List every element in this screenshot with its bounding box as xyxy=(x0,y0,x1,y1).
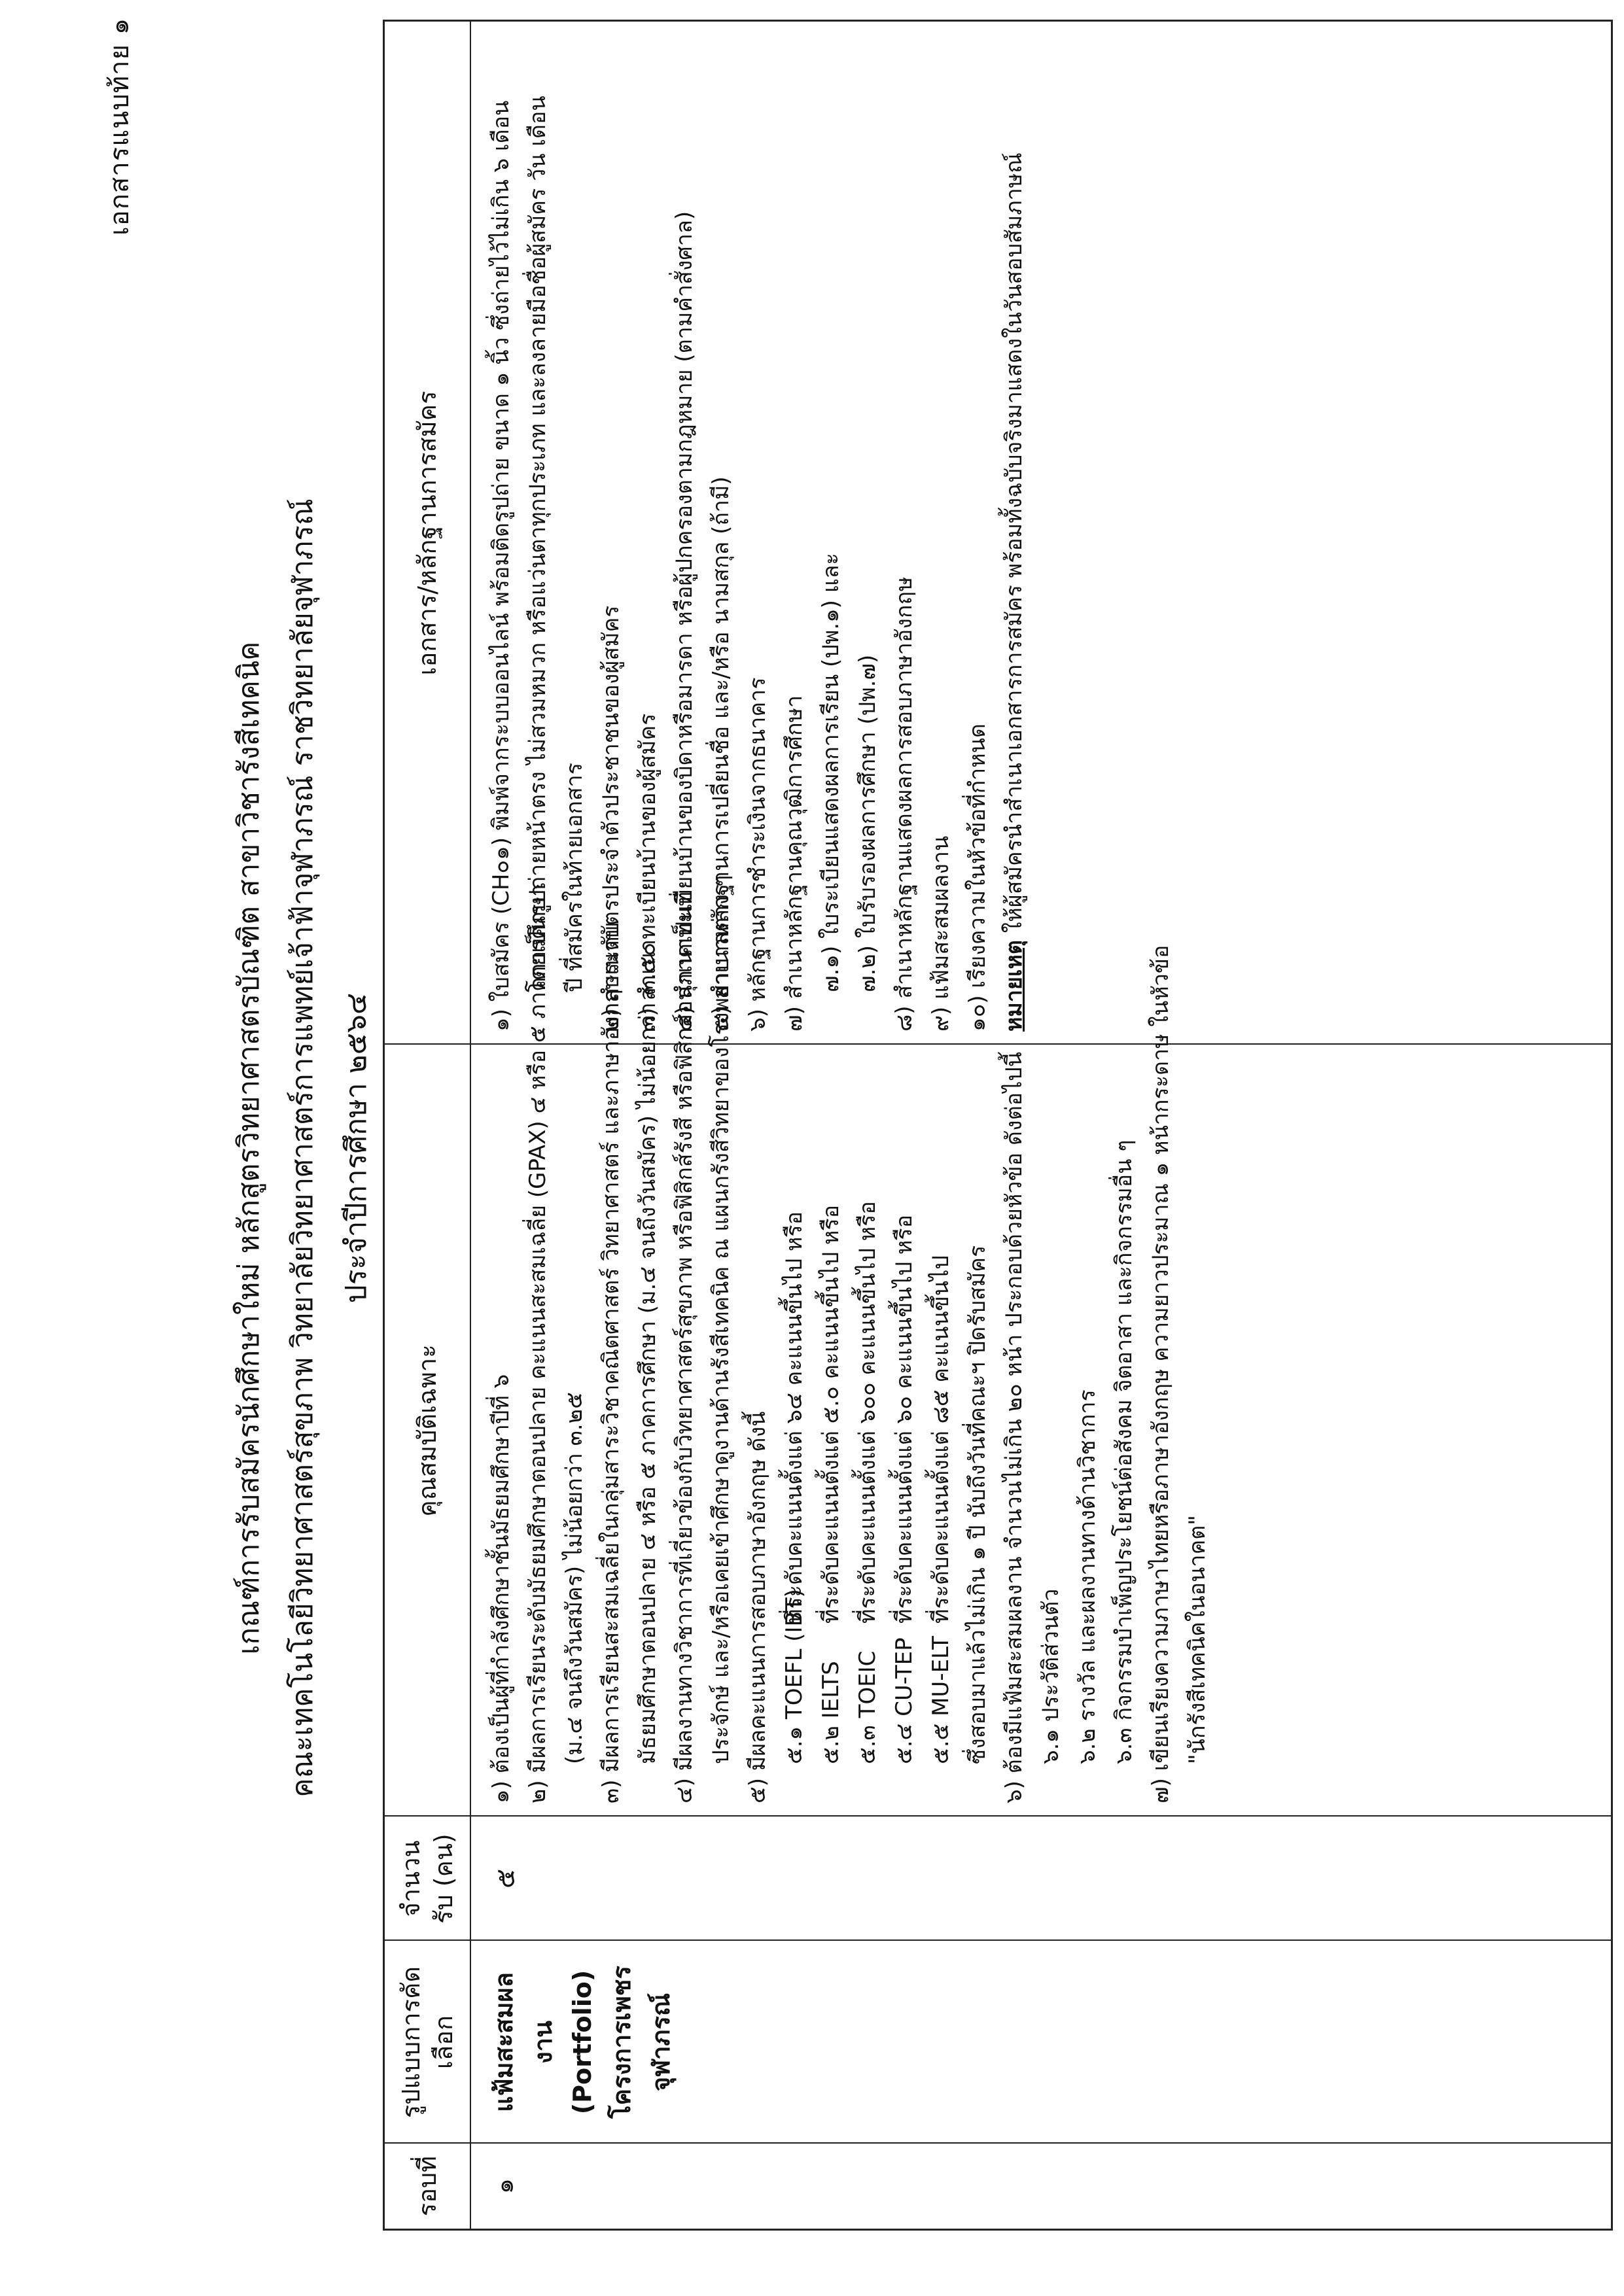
test-name: ๕.๒ IELTS xyxy=(818,1661,844,1764)
score-row xyxy=(813,1205,849,1803)
header-seats: จำนวนรับ (คน) xyxy=(397,1834,458,1924)
test-name: ๕.๔ CU-TEP xyxy=(891,1637,917,1764)
note xyxy=(996,24,1033,1032)
header-method: รูปแบบการคัดเลือก xyxy=(397,1966,458,2119)
test-name: ๕.๑ TOEFL (IBT) xyxy=(781,1589,807,1764)
document-item: ๙) แฟ้มสะสมผลงาน xyxy=(928,835,954,1032)
score-row xyxy=(776,1211,813,1803)
qualification-item: ๖.๒ รางวัล และผลงานทางด้านวิชาการ xyxy=(1074,1389,1101,1764)
score-row xyxy=(923,1255,959,1803)
title-line-1: เกณฑ์การรับสมัครนักศึกษาใหม่ หลักสูตรวิทยาศาสตรบัณฑิต สาขาวิชารังสีเทคนิค xyxy=(232,641,266,1655)
document-item: ปี ที่สมัครในท้ายเอกสาร xyxy=(561,763,588,992)
test-requirement: ที่ระดับคะแนนตั้งแต่ ๕.๐ คะแนนขึ้นไป หรือ xyxy=(818,1204,844,1624)
score-row xyxy=(886,1215,923,1803)
document-title xyxy=(222,0,383,2296)
header-round: รอบที่ xyxy=(413,2155,442,2217)
test-requirement: ที่ระดับคะแนนตั้งแต่ ๖๔ คะแนนขึ้นไป หรือ xyxy=(781,1211,807,1624)
header-qualifications: คุณสมบัติเฉพาะ xyxy=(413,1344,442,1517)
document-item: ๖) หลักฐานการชำระเงินจากธนาคาร xyxy=(745,677,771,1032)
document-item: ๒) สำเนาบัตรประจำตัวประชาชนของผู้สมัคร xyxy=(598,605,624,1032)
test-requirement: ที่ระดับคะแนนตั้งแต่ ๖๐๐ คะแนนขึ้นไป หรือ xyxy=(855,1201,881,1624)
document-item: ๗) สำเนาหลักฐานคุณวุฒิการศึกษา xyxy=(781,695,807,1032)
qualification-item: ๖.๓ กิจกรรมบำเพ็ญประโยชน์ต่อสังคม จิตอาสา และกิจกรรมอื่น ๆ xyxy=(1111,1139,1137,1764)
qualification-item: ๓) มีผลการเรียนสะสมเฉลี่ยในกลุ่มสาระวิชาคณิตศาสตร์ วิทยาศาสตร์ และภาษาอังกฤษระดับ xyxy=(598,922,624,1803)
document-item: ๓) สำเนาทะเบียนบ้านของผู้สมัคร xyxy=(635,713,661,1032)
test-requirement: ที่ระดับคะแนนตั้งแต่ ๖๐ คะแนนขึ้นไป หรือ xyxy=(891,1214,917,1624)
qualification-item: ๖.๑ ประวัติส่วนตัว xyxy=(1038,1588,1064,1764)
document-item: ๑๐) เรียงความในหัวข้อที่กำหนด xyxy=(964,723,991,1032)
test-name: ๕.๓ TOEIC xyxy=(855,1650,881,1764)
qualification-item: มัธยมศึกษาตอนปลาย ๔ หรือ ๕ ภาคการศึกษา (ม.๔ จนถึงวันสมัคร) ไม่น้อยกว่า ๓.๕๐ xyxy=(635,943,661,1764)
header-documents: เอกสาร/หลักฐานการสมัคร xyxy=(413,391,442,676)
qualification-item: ๔) มีผลงานทางวิชาการที่เกี่ยวข้องกับวิทยาศาสตร์สุขภาพ หรือฟิสิกส์รังสี หรือฟิสิกส์อนุภาคเป็นที่ xyxy=(671,892,697,1803)
document-item: ๗.๒) ใบรับรองผลการศึกษา (ปพ.๗) xyxy=(855,654,881,992)
col-divider xyxy=(385,1815,1611,1817)
document-item: ๔) สำเนาทะเบียนบ้านของบิดาหรือมารดา หรือผู้ปกครองตามกฎหมาย (ตามคำสั่งศาล) xyxy=(671,211,697,1032)
qualification-item: ๕) มีผลคะแนนการสอบภาษาอังกฤษ ดังนี้ xyxy=(745,1411,771,1803)
qualification-item: ๒) มีผลการเรียนระดับมัธยมศึกษาตอนปลาย คะแนนสะสมเฉลี่ย (GPAX) ๔ หรือ ๕ ภาคการศึกษา xyxy=(525,884,551,1803)
qualification-item: ซึ่งสอบมาแล้วไม่เกิน ๑ ปี นับถึงวันที่คณะฯ ปิดรับสมัคร xyxy=(964,1245,991,1764)
document-item: โดยเป็นรูปถ่ายหน้าตรง ไม่สวมหมวก หรือแว่นตาทุกประเภท และลงลายมือชื่อผู้สมัคร วัน เดือน xyxy=(525,96,551,992)
qualification-item: ประจักษ์ และ/หรือเคยเข้าศึกษาดูงานด้านรังสีเทคนิค ณ แผนกรังสีวิทยาของโรงพยาบาลต่าง ๆ xyxy=(708,875,734,1764)
score-row xyxy=(849,1201,886,1803)
qualification-item: "นักรังสีเทคนิคในอนาคต" xyxy=(1184,1515,1210,1764)
document-item: ๑) ใบสมัคร (CH๐๑) พิมพ์จากระบบออนไลน์ พร้อมติดรูปถ่าย ขนาด ๑ นิ้ว ซึ่งถ่ายไว้ไม่เกิน ๖ เดือน xyxy=(488,100,514,1032)
note-text: ให้ผู้สมัครนำสำเนาเอกสารการสมัคร พร้อมทั้งฉบับจริงมาแสดงในวันสอบสัมภาษณ์ xyxy=(1001,152,1027,941)
document-item: ๕) สำเนาหลักฐานการเปลี่ยนชื่อ และ/หรือ นามสกุล (ถ้ามี) xyxy=(708,476,734,1032)
qualification-item: ๗) เขียนเรียงความภาษาไทยหรือภาษาอังกฤษ ความยาวประมาณ ๑ หน้ากระดาษ ในหัวข้อ xyxy=(1148,945,1174,1803)
qualification-item: ๖) ต้องมีแฟ้มสะสมผลงาน จำนวนไม่เกิน ๒๐ หน้า ประกอบด้วยหัวข้อ ดังต่อไปนี้ xyxy=(1001,1052,1027,1803)
criteria-table xyxy=(383,20,1613,2231)
document-item: ๘) สำเนาหลักฐานแสดงผลการสอบภาษาอังกฤษ xyxy=(891,576,917,1032)
document-item: ๗.๑) ใบระเบียนแสดงผลการเรียน (ปพ.๑) และ xyxy=(818,553,844,992)
test-name: ๕.๕ MU-ELT xyxy=(928,1635,954,1764)
seat-count: ๕ xyxy=(491,1868,521,1889)
title-line-2: คณะเทคโนโลยีวิทยาศาสตร์สุขภาพ วิทยาลัยวิทยาศาสตร์การแพทย์เจ้าฟ้าจุฬาภรณ์ ราชวิทยาลัยจุฬาภรณ์ xyxy=(286,498,319,1798)
selection-method: แฟ้มสะสมผลงาน (Portfolio) โครงการเพชรจุฬาภรณ์ xyxy=(489,1966,675,2119)
title-line-3: ประจำปีการศึกษา ๒๕๖๔ xyxy=(340,992,373,1304)
round-number: ๑ xyxy=(490,2178,519,2195)
test-requirement: ที่ระดับคะแนนตั้งแต่ ๘๕ คะแนนขึ้นไป xyxy=(928,1255,954,1624)
attachment-label: เอกสารแนบท้าย ๑ xyxy=(105,17,135,235)
qualification-item: (ม.๔ จนถึงวันสมัคร) ไม่น้อยกว่า ๓.๒๕ xyxy=(561,1392,588,1764)
documents-cell xyxy=(483,24,1033,1032)
qualification-item: ๑) ต้องเป็นผู้ที่กำลังศึกษาชั้นมัธยมศึกษาปีที่ ๖ xyxy=(488,1374,514,1803)
note-label: หมายเหตุ xyxy=(1001,940,1027,1032)
